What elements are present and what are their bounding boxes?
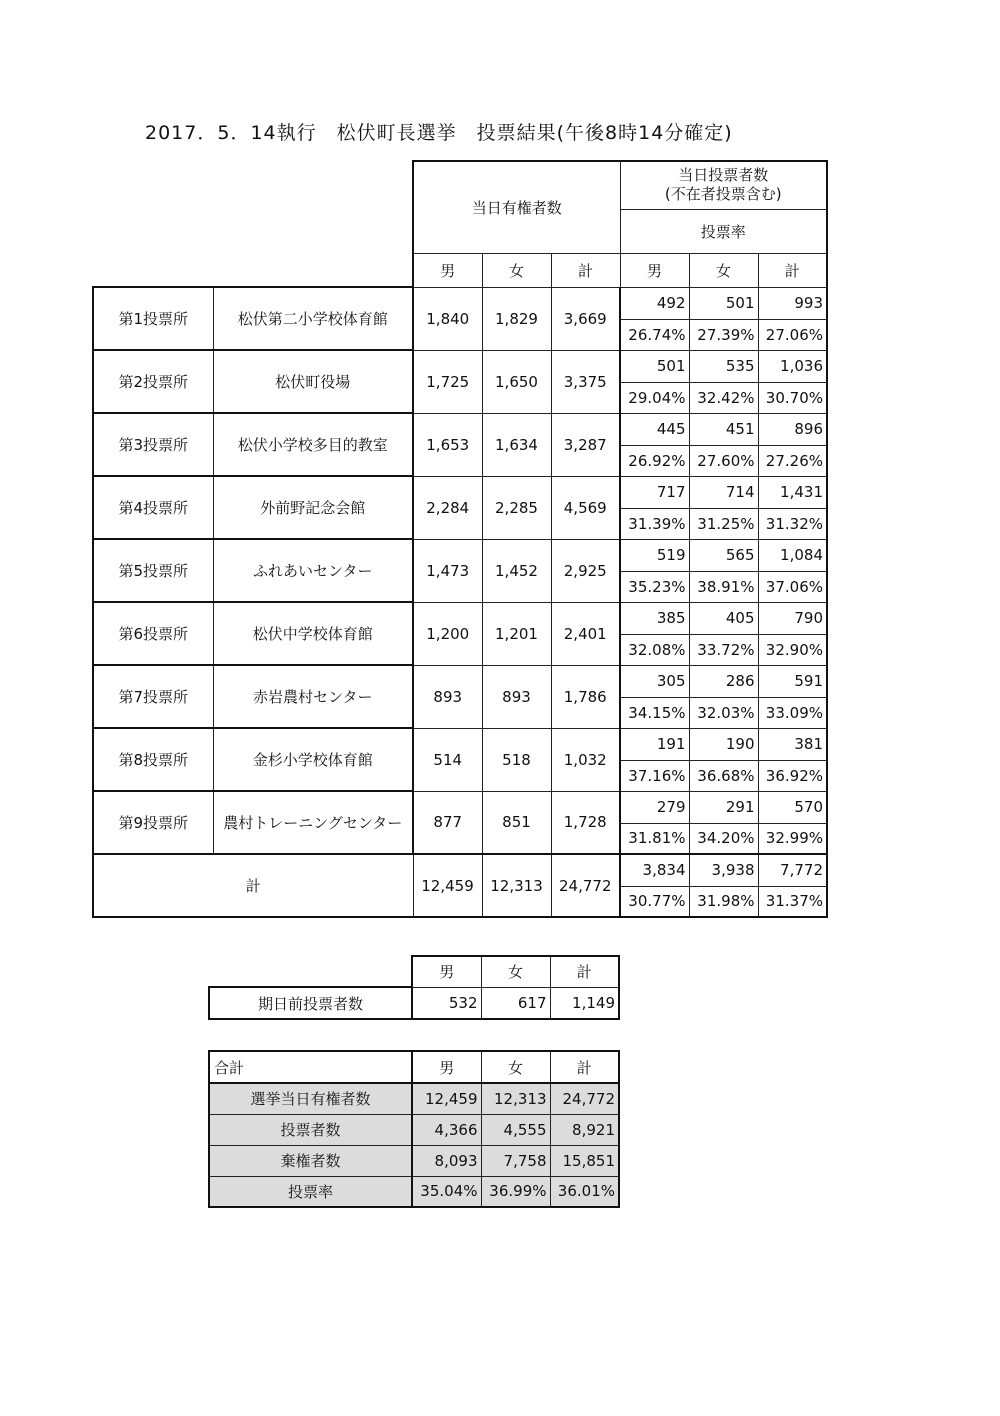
station-number: 第7投票所 bbox=[93, 665, 213, 728]
eligible-total-header: 計 bbox=[551, 253, 620, 287]
summary-label: 投票率 bbox=[209, 1176, 412, 1207]
summary-total: 8,921 bbox=[550, 1114, 619, 1145]
station-number: 第1投票所 bbox=[93, 287, 213, 350]
voters-cell: 286 bbox=[689, 665, 758, 697]
rate-cell: 32.42% bbox=[689, 382, 758, 413]
rate-cell: 36.92% bbox=[758, 760, 827, 791]
eligible-cell: 1,728 bbox=[551, 791, 620, 854]
voters-cell: 591 bbox=[758, 665, 827, 697]
station-number: 第2投票所 bbox=[93, 350, 213, 413]
station-place: ふれあいセンター bbox=[213, 539, 413, 602]
station-number: 第3投票所 bbox=[93, 413, 213, 476]
rate-cell: 36.68% bbox=[689, 760, 758, 791]
summary-total: 15,851 bbox=[550, 1145, 619, 1176]
eligible-cell: 1,473 bbox=[413, 539, 482, 602]
rate-cell: 30.77% bbox=[620, 886, 689, 917]
eligible-cell: 1,452 bbox=[482, 539, 551, 602]
rate-cell: 32.90% bbox=[758, 634, 827, 665]
eligible-cell: 1,840 bbox=[413, 287, 482, 350]
summary-female: 36.99% bbox=[481, 1176, 550, 1207]
advance-female: 617 bbox=[481, 987, 550, 1019]
advance-vote-table bbox=[208, 955, 620, 1020]
rate-cell: 32.03% bbox=[689, 697, 758, 728]
eligible-cell: 1,201 bbox=[482, 602, 551, 665]
eligible-cell: 851 bbox=[482, 791, 551, 854]
voters-cell: 381 bbox=[758, 728, 827, 760]
voters-cell: 570 bbox=[758, 791, 827, 823]
rate-cell: 31.81% bbox=[620, 823, 689, 854]
station-number: 第6投票所 bbox=[93, 602, 213, 665]
advance-total-header: 計 bbox=[550, 956, 619, 987]
station-place: 松伏第二小学校体育館 bbox=[213, 287, 413, 350]
voters-female-header: 女 bbox=[689, 253, 758, 287]
station-place: 赤岩農村センター bbox=[213, 665, 413, 728]
table-row bbox=[93, 854, 827, 886]
rate-cell: 31.98% bbox=[689, 886, 758, 917]
voters-cell: 717 bbox=[620, 476, 689, 508]
advance-male-header: 男 bbox=[412, 956, 481, 987]
rate-cell: 37.06% bbox=[758, 571, 827, 602]
summary-row bbox=[209, 1083, 619, 1114]
summary-male: 12,459 bbox=[412, 1083, 481, 1114]
voters-cell: 714 bbox=[689, 476, 758, 508]
eligible-cell: 1,200 bbox=[413, 602, 482, 665]
voters-cell: 7,772 bbox=[758, 854, 827, 886]
summary-male: 4,366 bbox=[412, 1114, 481, 1145]
rate-cell: 31.39% bbox=[620, 508, 689, 539]
table-row bbox=[93, 539, 827, 571]
rate-cell: 33.72% bbox=[689, 634, 758, 665]
voters-cell: 1,084 bbox=[758, 539, 827, 571]
rate-cell: 38.91% bbox=[689, 571, 758, 602]
eligible-cell: 1,786 bbox=[551, 665, 620, 728]
eligible-cell: 12,313 bbox=[482, 854, 551, 917]
summary-head: 合計 bbox=[209, 1051, 412, 1083]
table-row bbox=[93, 476, 827, 508]
summary-table bbox=[208, 1050, 620, 1208]
voters-cell: 565 bbox=[689, 539, 758, 571]
rate-cell: 27.26% bbox=[758, 445, 827, 476]
rate-cell: 32.08% bbox=[620, 634, 689, 665]
summary-total: 36.01% bbox=[550, 1176, 619, 1207]
eligible-female-header: 女 bbox=[482, 253, 551, 287]
voters-cell: 445 bbox=[620, 413, 689, 445]
eligible-cell: 3,287 bbox=[551, 413, 620, 476]
eligible-cell: 4,569 bbox=[551, 476, 620, 539]
station-place: 松伏中学校体育館 bbox=[213, 602, 413, 665]
eligible-cell: 3,375 bbox=[551, 350, 620, 413]
eligible-cell: 1,653 bbox=[413, 413, 482, 476]
table-row bbox=[93, 350, 827, 382]
station-place: 松伏小学校多目的教室 bbox=[213, 413, 413, 476]
eligible-cell: 514 bbox=[413, 728, 482, 791]
document-title: 2017．5．14執行 松伏町長選挙 投票結果(午後8時14分確定) bbox=[145, 122, 733, 144]
eligible-cell: 24,772 bbox=[551, 854, 620, 917]
advance-label: 期日前投票者数 bbox=[209, 987, 412, 1019]
voters-cell: 279 bbox=[620, 791, 689, 823]
station-number: 第5投票所 bbox=[93, 539, 213, 602]
table-row bbox=[93, 287, 827, 319]
voters-cell: 3,938 bbox=[689, 854, 758, 886]
eligible-cell: 1,634 bbox=[482, 413, 551, 476]
station-place: 外前野記念会館 bbox=[213, 476, 413, 539]
voters-cell: 451 bbox=[689, 413, 758, 445]
rate-cell: 37.16% bbox=[620, 760, 689, 791]
summary-male-header: 男 bbox=[412, 1051, 481, 1083]
advance-female-header: 女 bbox=[481, 956, 550, 987]
voters-cell: 790 bbox=[758, 602, 827, 634]
summary-female: 12,313 bbox=[481, 1083, 550, 1114]
voters-cell: 519 bbox=[620, 539, 689, 571]
summary-female: 4,555 bbox=[481, 1114, 550, 1145]
voters-header bbox=[620, 161, 827, 209]
summary-female-header: 女 bbox=[481, 1051, 550, 1083]
eligible-cell: 877 bbox=[413, 791, 482, 854]
summary-row bbox=[209, 1114, 619, 1145]
voters-cell: 191 bbox=[620, 728, 689, 760]
voters-cell: 896 bbox=[758, 413, 827, 445]
voters-cell: 1,431 bbox=[758, 476, 827, 508]
summary-label: 投票者数 bbox=[209, 1114, 412, 1145]
total-label: 計 bbox=[93, 854, 413, 917]
eligible-cell: 893 bbox=[482, 665, 551, 728]
rate-cell: 35.23% bbox=[620, 571, 689, 602]
rate-cell: 26.74% bbox=[620, 319, 689, 350]
eligible-cell: 1,650 bbox=[482, 350, 551, 413]
eligible-cell: 12,459 bbox=[413, 854, 482, 917]
summary-total: 24,772 bbox=[550, 1083, 619, 1114]
voters-cell: 535 bbox=[689, 350, 758, 382]
voters-cell: 190 bbox=[689, 728, 758, 760]
summary-male: 8,093 bbox=[412, 1145, 481, 1176]
voters-cell: 291 bbox=[689, 791, 758, 823]
rate-cell: 33.09% bbox=[758, 697, 827, 728]
results-table bbox=[92, 160, 828, 918]
eligible-cell: 1,725 bbox=[413, 350, 482, 413]
table-row bbox=[93, 413, 827, 445]
table-row bbox=[93, 791, 827, 823]
rate-cell: 32.99% bbox=[758, 823, 827, 854]
station-number: 第8投票所 bbox=[93, 728, 213, 791]
rate-cell: 27.39% bbox=[689, 319, 758, 350]
rate-cell: 34.15% bbox=[620, 697, 689, 728]
eligible-cell: 3,669 bbox=[551, 287, 620, 350]
eligible-cell: 518 bbox=[482, 728, 551, 791]
summary-row bbox=[209, 1145, 619, 1176]
voters-cell: 305 bbox=[620, 665, 689, 697]
voters-cell: 3,834 bbox=[620, 854, 689, 886]
rate-cell: 26.92% bbox=[620, 445, 689, 476]
rate-cell: 34.20% bbox=[689, 823, 758, 854]
eligible-cell: 893 bbox=[413, 665, 482, 728]
summary-total-header: 計 bbox=[550, 1051, 619, 1083]
rate-cell: 27.06% bbox=[758, 319, 827, 350]
summary-label: 棄権者数 bbox=[209, 1145, 412, 1176]
voters-cell: 405 bbox=[689, 602, 758, 634]
summary-female: 7,758 bbox=[481, 1145, 550, 1176]
rate-cell: 31.37% bbox=[758, 886, 827, 917]
eligible-cell: 1,032 bbox=[551, 728, 620, 791]
advance-total: 1,149 bbox=[550, 987, 619, 1019]
rate-header: 投票率 bbox=[620, 209, 827, 253]
voters-cell: 993 bbox=[758, 287, 827, 319]
summary-male: 35.04% bbox=[412, 1176, 481, 1207]
station-place: 松伏町役場 bbox=[213, 350, 413, 413]
station-number: 第9投票所 bbox=[93, 791, 213, 854]
rate-cell: 31.32% bbox=[758, 508, 827, 539]
voters-cell: 385 bbox=[620, 602, 689, 634]
eligible-cell: 2,285 bbox=[482, 476, 551, 539]
summary-row bbox=[209, 1176, 619, 1207]
eligible-cell: 2,925 bbox=[551, 539, 620, 602]
table-row bbox=[93, 728, 827, 760]
station-place: 農村トレーニングセンター bbox=[213, 791, 413, 854]
voters-cell: 492 bbox=[620, 287, 689, 319]
station-place: 金杉小学校体育館 bbox=[213, 728, 413, 791]
rate-cell: 30.70% bbox=[758, 382, 827, 413]
voters-cell: 501 bbox=[689, 287, 758, 319]
table-row bbox=[93, 602, 827, 634]
rate-cell: 31.25% bbox=[689, 508, 758, 539]
eligible-header: 当日有権者数 bbox=[413, 161, 620, 253]
eligible-cell: 2,401 bbox=[551, 602, 620, 665]
voters-header-line2: (不在者投票含む) bbox=[664, 185, 782, 204]
voters-header-line1: 当日投票者数 bbox=[678, 166, 769, 185]
voters-cell: 1,036 bbox=[758, 350, 827, 382]
rate-cell: 29.04% bbox=[620, 382, 689, 413]
eligible-cell: 2,284 bbox=[413, 476, 482, 539]
voters-cell: 501 bbox=[620, 350, 689, 382]
eligible-cell: 1,829 bbox=[482, 287, 551, 350]
voters-male-header: 男 bbox=[620, 253, 689, 287]
table-row bbox=[93, 665, 827, 697]
summary-label: 選挙当日有権者数 bbox=[209, 1083, 412, 1114]
advance-male: 532 bbox=[412, 987, 481, 1019]
rate-cell: 27.60% bbox=[689, 445, 758, 476]
eligible-male-header: 男 bbox=[413, 253, 482, 287]
voters-total-header: 計 bbox=[758, 253, 827, 287]
station-number: 第4投票所 bbox=[93, 476, 213, 539]
